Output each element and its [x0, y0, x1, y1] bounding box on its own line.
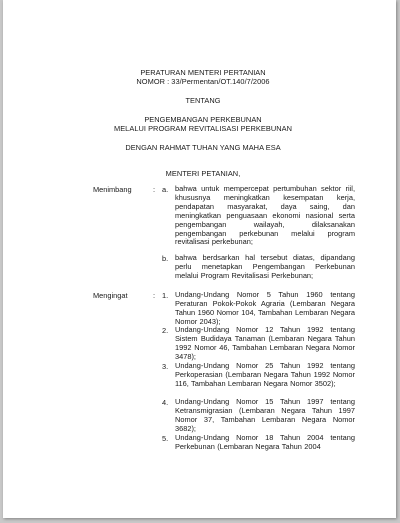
document-page: [3, 0, 396, 518]
mengingat-separator: :: [153, 291, 156, 300]
regulation-title: PERATURAN MENTERI PERTANIAN: [140, 68, 266, 77]
mengingat-marker-3: 3.: [162, 362, 169, 371]
menimbang-item-a: bahwa untuk mempercepat pertumbuhan sektor riil, khususnya meningkatkan kesempatan kerja, pendapatan masyarakat, daya saing, dan meningkatkan penguasaan ekonomi nasional serta pengembangan wailayah, dilaksanakan pengembangan perkebunan melalui program revitalisasi perkebunan;: [175, 184, 355, 247]
menimbang-separator: :: [153, 185, 156, 194]
minister-line: MENTERI PETANIAN,: [165, 169, 241, 178]
mengingat-marker-5: 5.: [162, 434, 169, 443]
mengingat-marker-2: 2.: [162, 326, 169, 335]
mengingat-item-3: Undang-Undang Nomor 25 Tahun 1992 tentang Perkoperasian (Lembaran Negara Tahun 1992 Nomor 116, Tambahan Lembaran Negara Nomor 3502);: [175, 361, 355, 388]
mengingat-label: Mengingat: [93, 291, 128, 300]
menimbang-item-b: bahwa berdsarkan hal tersebut diatas, dipandang perlu menetapkan Pengembangan Perkebunan melalui Program Revitalisasi Perkebunan;: [175, 253, 355, 280]
mengingat-marker-4: 4.: [162, 398, 169, 407]
subject-line-2: MELALUI PROGRAM REVITALISASI PERKEBUNAN: [114, 124, 292, 133]
blessing-line: DENGAN RAHMAT TUHAN YANG MAHA ESA: [125, 143, 281, 152]
menimbang-label: Menimbang: [93, 185, 132, 194]
mengingat-item-4: Undang-Undang Nomor 15 Tahun 1997 tentang Ketransmigrasian (Lembaran Negara Tahun 1997 Nomor 37, Tambahan Lembaran Negara Nomor 3682);: [175, 397, 355, 433]
mengingat-item-5: Undang-Undang Nomor 18 Tahun 2004 tentang Perkebunan (Lembaran Negara Tahun 2004: [175, 433, 355, 451]
mengingat-item-1: Undang-Undang Nomor 5 Tahun 1960 tentang Peraturan Pokok-Pokok Agraria (Lembaran Negara Tahun 1960 Nomor 104, Tambahan Lembaran Negara Nomor 2043);: [175, 290, 355, 326]
menimbang-marker-a: a.: [162, 185, 169, 194]
tentang-heading: TENTANG: [185, 96, 221, 105]
menimbang-marker-b: b.: [162, 254, 169, 263]
regulation-number: NOMOR : 33/Permentan/OT.140/7/2006: [136, 77, 270, 86]
mengingat-item-2: Undang-Undang Nomor 12 Tahun 1992 tentang Sistem Budidaya Tanaman (Lembaran Negara Tahun 1992 Nomor 46, Tambahan Lembaran Negara Nomor 3478);: [175, 325, 355, 361]
mengingat-marker-1: 1.: [162, 291, 169, 300]
subject-line-1: PENGEMBANGAN PERKEBUNAN: [144, 115, 262, 124]
